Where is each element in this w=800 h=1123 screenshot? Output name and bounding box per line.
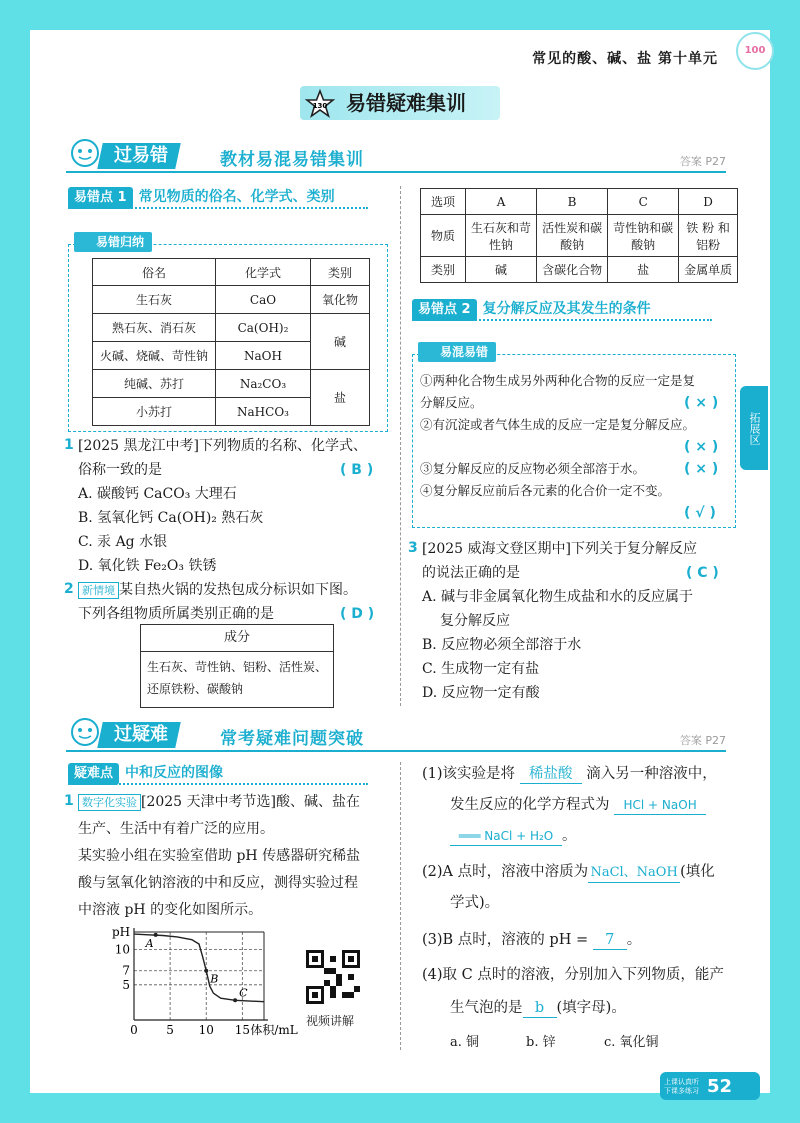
subquestion: (1)该实验是将 稀盐酸 滴入另一种溶液中，: [422, 766, 717, 782]
table-cell: 生石灰和苛性钠: [466, 215, 537, 257]
statement-mark: ( √ ): [684, 505, 716, 521]
digital-exp-tag: 数字化实验: [78, 794, 141, 811]
data-point: [154, 933, 158, 937]
subquestion: 发生反应的化学方程式为 HCl + NaOH: [450, 796, 706, 815]
question-text: [2025 黑龙江中考]下列物质的名称、化学式、: [78, 438, 368, 454]
subquestion: (4)取 C 点时的溶液，分别加入下列物质，能产: [422, 967, 724, 983]
subquestion: (2)A 点时，溶液中溶质为 NaCl、NaOH (填化: [422, 863, 715, 883]
ingredient-title: 成分: [141, 625, 333, 652]
chart-ticks: [115, 943, 250, 1037]
table-cell: Na₂CO₃: [216, 370, 311, 398]
question-number: 1: [64, 793, 74, 809]
divider: [68, 782, 368, 785]
footer-logo: 上课认真听 下课多练习: [664, 1078, 699, 1095]
page-title: 易错疑难集训: [300, 86, 500, 120]
table-cell: 碱: [311, 314, 370, 370]
option-a: A. 碱与非金属氧化物生成盐和水的反应属于: [422, 589, 694, 605]
question-number: 2: [64, 581, 74, 597]
table-header: 俗名: [93, 259, 216, 286]
table-cell: 盐: [311, 370, 370, 426]
difficult-point: [68, 762, 223, 784]
statement: ④复分解反应前后各元素的化合价一定不变。: [420, 483, 671, 498]
video-caption: 视频讲解: [306, 1014, 355, 1028]
page-number: 52: [707, 1076, 733, 1097]
y-tick-label: 7: [122, 963, 130, 978]
table-cell: 含碳化合物: [537, 257, 608, 283]
corner-badge: 100: [736, 32, 774, 70]
table-cell: 物质: [421, 215, 466, 257]
data-point: [204, 969, 208, 973]
y-tick-label: 10: [114, 942, 130, 957]
option-d: D. 反应物一定有酸: [422, 685, 540, 701]
statement: ③复分解反应的反应物必须全部溶于水。: [420, 461, 646, 476]
statement-mark: ( × ): [684, 439, 719, 455]
point-label: C: [239, 986, 248, 1000]
section-subtitle: 教材易混易错集训: [220, 150, 364, 170]
question-line: 某自热火锅的发热包成分标识如下图。: [119, 582, 357, 598]
table-cell: 盐: [608, 257, 679, 283]
point-label: B: [210, 972, 219, 986]
side-tab-extension[interactable]: 拓展区: [740, 386, 768, 470]
question-text: 下列各组物质所属类别正确的是: [78, 606, 274, 622]
table-header: B: [537, 189, 608, 215]
subquestion: 生气泡的是 b (填字母)。: [450, 1000, 626, 1016]
error-point-title: 常见物质的俗名、化学式、类别: [138, 189, 335, 205]
option-a: A. 碳酸钙 CaCO₃ 大理石: [78, 486, 237, 502]
x-tick-label: 0: [130, 1023, 138, 1037]
section-bar-errors: [66, 143, 726, 173]
statement: 分解反应。: [420, 395, 483, 410]
error-point-title: 复分解反应及其发生的条件: [482, 301, 651, 317]
option-c: C. 生成物一定有盐: [422, 661, 540, 677]
ingredient-lines: [141, 652, 333, 700]
table-cell: 铁 粉 和铝粉: [679, 215, 738, 257]
summary-tag: 易错归纳: [74, 232, 152, 252]
statement: ②有沉淀或者气体生成的反应一定是复分解反应。: [420, 417, 696, 432]
answer-choice: ( C ): [686, 565, 719, 581]
statement-mark: ( × ): [684, 395, 719, 411]
table-header: C: [608, 189, 679, 215]
table-cell: 火碱、烧碱、苛性钠: [93, 342, 216, 370]
table-header: D: [679, 189, 738, 215]
choice-c: c. 氧化铜: [604, 1035, 659, 1050]
table-cell: Ca(OH)₂: [216, 314, 311, 342]
fill-answer: ═══ NaCl + H₂O: [450, 827, 562, 846]
ingredient-line: 还原铁粉、碳酸钠: [147, 682, 244, 696]
section-subtitle: 常考疑难问题突破: [220, 729, 364, 749]
table-cell: 碱: [466, 257, 537, 283]
statement-mark: ( × ): [684, 461, 719, 477]
option-b: B. 反应物必须全部溶于水: [422, 637, 582, 653]
question-text: [78, 793, 360, 811]
ph-chart: [100, 922, 298, 1052]
question-text: 生产、生活中有着广泛的应用。: [78, 821, 274, 837]
answer-choice: ( D ): [340, 606, 375, 622]
table-options: [420, 188, 738, 283]
error-point-tag: 易错点 2: [412, 299, 477, 321]
error-point-1: [68, 186, 335, 208]
question-text: [78, 581, 357, 599]
x-axis-label: 体积/mL: [250, 1023, 298, 1037]
table-cell: 苛性钠和碳酸钠: [608, 215, 679, 257]
table-header: 类别: [311, 259, 370, 286]
table-header: A: [466, 189, 537, 215]
question-text: 的说法正确的是: [422, 565, 520, 581]
option-c: C. 汞 Ag 水银: [78, 534, 168, 550]
question-text: 酸与氢氧化钠溶液的中和反应，测得实验过程: [78, 875, 358, 891]
table-names-formulas: [92, 258, 370, 426]
divider: [412, 318, 712, 321]
point-label: A: [145, 936, 154, 950]
x-tick-label: 10: [198, 1023, 214, 1037]
table-cell: NaHCO₃: [216, 398, 311, 426]
question-line: [2025 天津中考节选]酸、碱、盐在: [141, 794, 361, 810]
y-tick-label: 5: [122, 977, 130, 992]
table-cell: 金属单质: [679, 257, 738, 283]
subquestion: (3)B 点时，溶液的 pH = 7 。: [422, 932, 642, 948]
divider: [68, 206, 368, 209]
table-cell: CaO: [216, 286, 311, 314]
answer-ref[interactable]: 答案 P27: [679, 155, 726, 168]
fill-answer: b: [523, 999, 557, 1018]
question-text: 中溶液 pH 的变化如图所示。: [78, 902, 263, 918]
option-a-cont: 复分解反应: [440, 613, 510, 629]
table-header: 选项: [421, 189, 466, 215]
running-header: 常见的酸、碱、盐 第十单元: [532, 51, 718, 67]
fill-answer: 7: [593, 931, 627, 950]
table-header: 化学式: [216, 259, 311, 286]
fill-answer: HCl + NaOH: [614, 796, 706, 815]
ingredient-box: [140, 624, 334, 708]
x-tick-label: 5: [166, 1023, 174, 1037]
question-number: 3: [408, 540, 418, 556]
ingredient-line: 生石灰、苛性钠、铝粉、活性炭、: [147, 660, 328, 674]
fill-answer: NaCl、NaOH: [588, 864, 680, 883]
fill-answer: 稀盐酸: [520, 765, 582, 784]
table-cell: 类别: [421, 257, 466, 283]
data-point: [233, 998, 237, 1002]
choice-b: b. 锌: [526, 1035, 556, 1050]
question-text: [2025 威海文登区期中]下列关于复分解反应: [422, 541, 698, 557]
column-divider: [400, 762, 401, 1050]
y-axis-label: pH: [112, 925, 131, 939]
table-cell: 氧化物: [311, 286, 370, 314]
scenario-tag: 新情境: [78, 582, 119, 599]
subquestion: 学式)。: [450, 895, 500, 911]
star-label: 130: [312, 102, 328, 110]
table-cell: 熟石灰、消石灰: [93, 314, 216, 342]
table-cell: 活性炭和碳酸钠: [537, 215, 608, 257]
section-tag: 过疑难: [97, 722, 181, 748]
statement: ①两种化合物生成另外两种化合物的反应一定是复: [420, 373, 696, 388]
star-icon: [306, 90, 334, 118]
table-cell: 小苏打: [93, 398, 216, 426]
error-point-2: [412, 298, 651, 320]
chart-axes: [134, 928, 268, 1020]
section-tag: 过易错: [97, 143, 181, 169]
confusion-tag: 易混易错: [418, 342, 496, 362]
table-cell: 纯碱、苏打: [93, 370, 216, 398]
question-text: 某实验小组在实验室借助 pH 传感器研究稀盐: [78, 848, 361, 864]
answer-choice: ( B ): [340, 462, 374, 478]
answer-ref[interactable]: 答案 P27: [679, 734, 726, 747]
difficult-point-title: 中和反应的图像: [125, 765, 224, 781]
option-d: D. 氧化铁 Fe₂O₃ 铁锈: [78, 558, 217, 574]
question-text: 俗称一致的是: [78, 462, 162, 478]
difficult-point-tag: 疑难点: [68, 763, 119, 785]
section-bar-difficult: [66, 722, 726, 752]
error-point-tag: 易错点 1: [68, 187, 133, 209]
table-cell: 生石灰: [93, 286, 216, 314]
option-b: B. 氢氧化钙 Ca(OH)₂ 熟石灰: [78, 510, 264, 526]
x-tick-label: 15: [234, 1023, 250, 1037]
choice-a: a. 铜: [450, 1035, 480, 1050]
column-divider: [400, 186, 401, 706]
qr-code-icon[interactable]: [306, 950, 360, 1004]
subquestion: ═══ NaCl + H₂O 。: [450, 827, 577, 846]
table-cell: NaOH: [216, 342, 311, 370]
question-number: 1: [64, 437, 74, 453]
